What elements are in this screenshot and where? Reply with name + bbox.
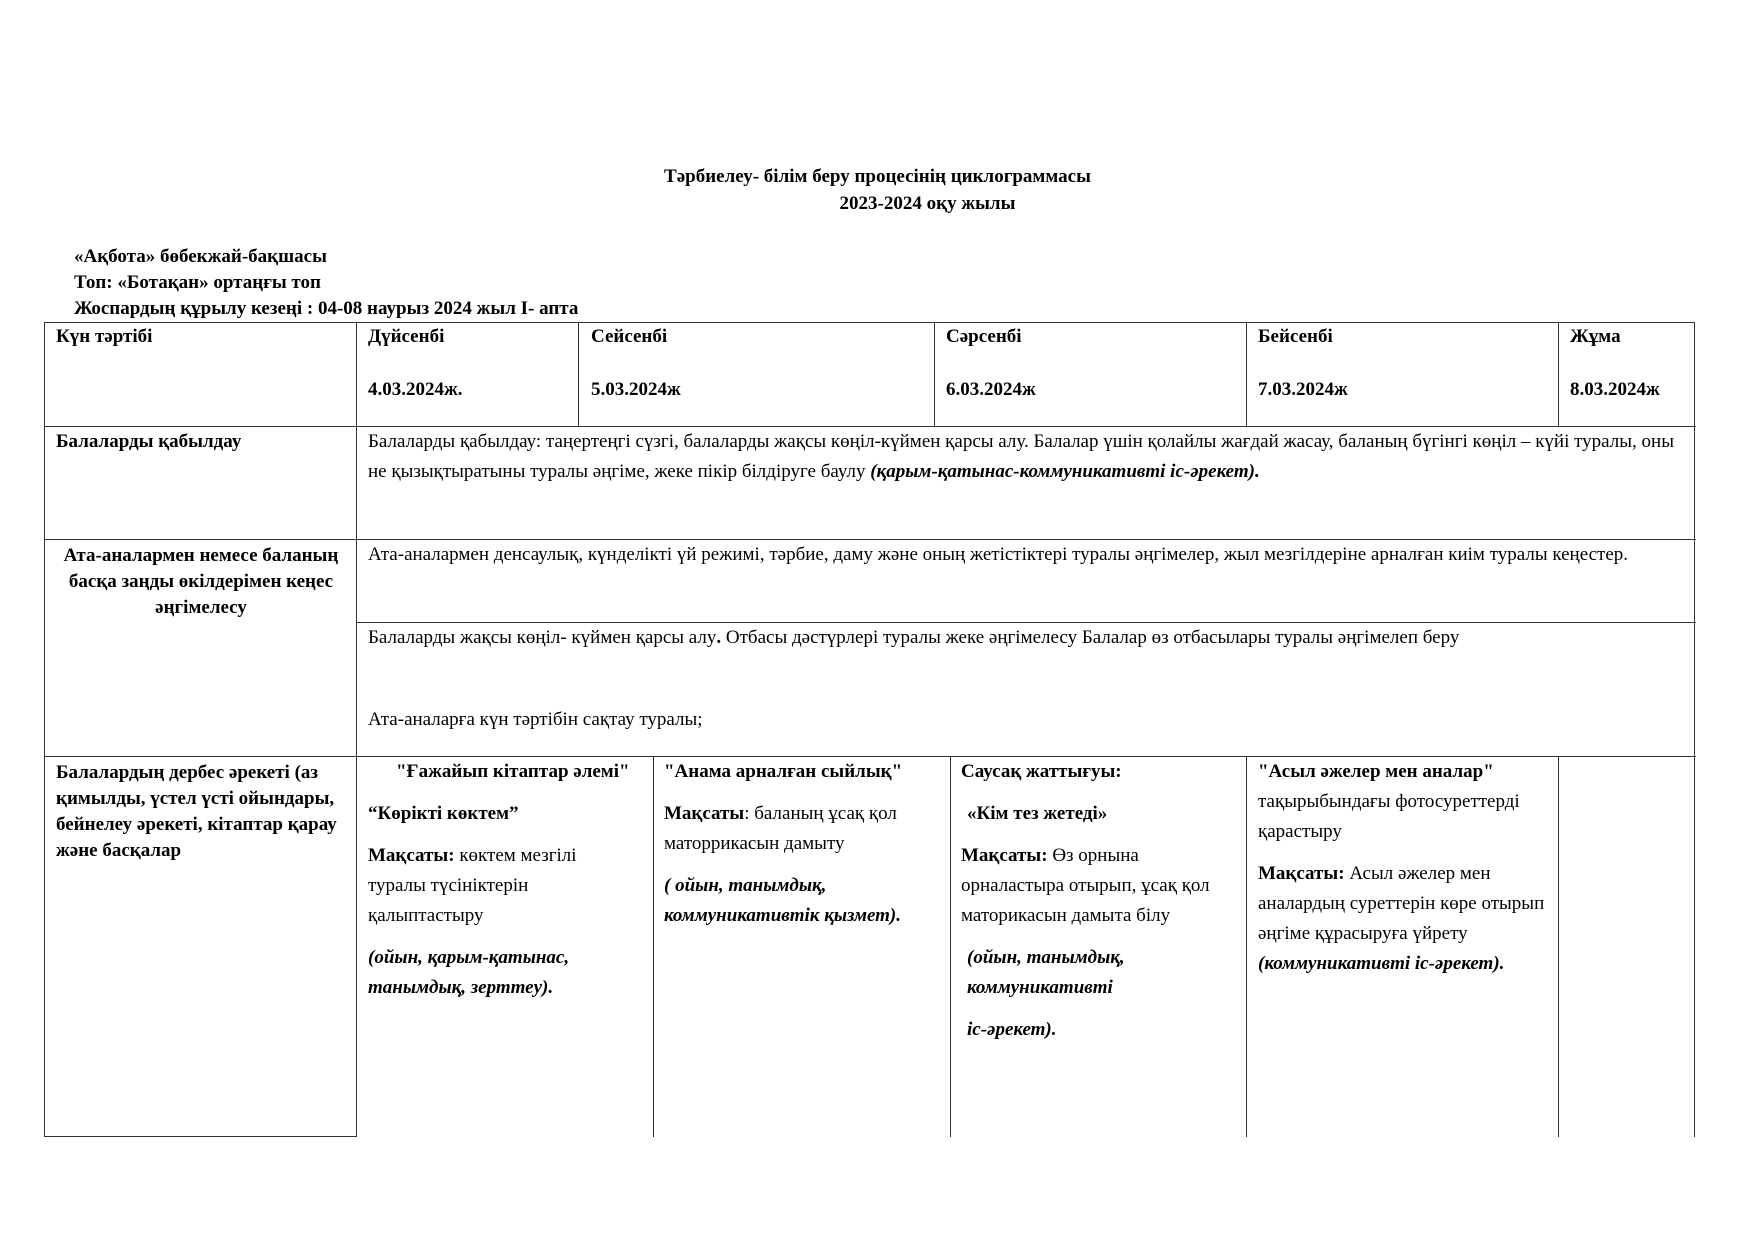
row-label-reception: Балаларды қабылдау (56, 431, 242, 452)
day-name: Дүйсенбі (368, 326, 445, 347)
activity-note: (коммуникативті іс-әрекет). (1258, 953, 1505, 974)
activity-subtitle: “Көрікті көктем” (368, 803, 519, 824)
day-header-friday (1570, 322, 1660, 405)
activity-goal (961, 841, 1231, 931)
activity-thursday (1258, 757, 1548, 979)
reception-text (368, 427, 1686, 487)
day-name: Сейсенбі (591, 326, 668, 347)
activity-goal (368, 841, 638, 931)
goal-label: Мақсаты: (368, 845, 455, 866)
activity-title-rest: тақырыбындағы фотосуреттерді қарастыру (1258, 791, 1520, 842)
goal-text: көктем мезгілі туралы түсініктерін қалыптастыру (368, 845, 577, 926)
activity-monday (368, 757, 638, 1003)
day-header-thursday (1258, 322, 1348, 405)
goal-text: Асыл әжелер мен аналардың суреттерін көре отырып әңгіме құрасыруға үйрету (1258, 863, 1545, 944)
activity-note: (ойын, қарым-қатынас, танымдық, зерттеу). (368, 947, 570, 998)
family-traditions-text: Отбасы дәстүрлері туралы жеке әңгімелесу Балалар өз отбасылары туралы әңгімелеп беру (721, 627, 1460, 648)
day-name: Бейсенбі (1258, 326, 1333, 347)
activity-title (1258, 757, 1548, 847)
goal-text: Өз орнына орналастыра отырып, ұсақ қол маторикасын дамыта білу (961, 845, 1210, 926)
activity-title: "Анама арналған сыйлық" (664, 761, 903, 782)
greeting-text: Балаларды жақсы көңіл- күймен қарсы алу (368, 627, 717, 648)
row-label-parents: Ата-аналармен немесе баланың басқа заңды өкілдерімен кеңес әңгімелесу (63, 545, 339, 618)
parents-routine-text: Ата-аналарға күн тәртібін сақтау туралы; (368, 709, 703, 730)
activity-goal (1258, 859, 1548, 979)
day-name: Жұма (1570, 326, 1621, 347)
day-date: 5.03.2024ж (591, 379, 681, 400)
parents-consultation-text: Ата-аналармен денсаулық, күнделікті үй режимі, тәрбие, даму және оның жетістіктері туралы әңгімелер, жыл мезгілдеріне арналған киім туралы кеңестер. (368, 544, 1629, 565)
activity-subtitle: «Кім тез жетеді» (967, 803, 1108, 824)
day-header-wednesday (946, 322, 1036, 405)
activity-title-bold: "Асыл әжелер мен аналар" (1258, 761, 1494, 782)
goal-label: Мақсаты (664, 803, 745, 824)
activity-title: Саусақ жаттығуы: (961, 761, 1122, 782)
activity-note: ( ойын, танымдық, коммуникативтік қызмет). (664, 875, 901, 926)
period-mark: . (716, 627, 722, 648)
reception-description: Балаларды қабылдау: таңертеңгі сүзгі, балаларды жақсы көңіл-күймен қарсы алу. Балалар үшін қолайлы жағдай жасау, баланың бүгінгі көңіл – күйі туралы, оны не қызықтыратыны туралы әңгіме, жеке пікір білдіруге баулу (368, 431, 1674, 482)
academic-year: 2023-2024 оқу жылы (839, 193, 1016, 214)
activity-wednesday (961, 757, 1231, 1045)
kindergarten-name: «Ақбота» бөбекжай-бақшасы (74, 246, 327, 267)
day-name: Сәрсенбі (946, 326, 1022, 347)
activity-goal (664, 799, 940, 859)
activity-tuesday (664, 757, 940, 931)
goal-label: Мақсаты: (1258, 863, 1345, 884)
row-label-independent-activity: Балалардың дербес әрекеті (аз қимылды, үстел үсті ойындары, бейнелеу әрекеті, кітаптар қарау және басқалар (56, 762, 337, 861)
day-header-monday (368, 322, 463, 405)
day-date: 4.03.2024ж. (368, 379, 463, 400)
schedule-column-header: Күн тәртібі (56, 326, 153, 347)
goal-text: : баланың ұсақ қол маторрикасын дамыту (664, 803, 897, 854)
day-date: 7.03.2024ж (1258, 379, 1348, 400)
day-date: 6.03.2024ж (946, 379, 1036, 400)
reception-activity-note: (қарым-қатынас-коммуникативті іс-әрекет). (870, 461, 1260, 482)
goal-label: Мақсаты: (961, 845, 1048, 866)
group-name: Топ: «Ботақан» ортаңғы топ (74, 272, 321, 293)
parents-meeting-text (368, 623, 1686, 653)
page-title: Тәрбиелеу- білім беру процесінің циклограммасы (664, 166, 1091, 187)
day-date: 8.03.2024ж (1570, 379, 1660, 400)
activity-note-continued: іс-әрекет). (967, 1019, 1057, 1040)
table-header-row (44, 322, 1695, 427)
plan-period: Жоспардың құрылу кезеңі : 04-08 наурыз 2024 жыл I- апта (74, 298, 579, 319)
day-header-tuesday (591, 322, 681, 405)
activity-title: "Ғажайып кітаптар әлемі" (396, 761, 630, 782)
activity-note: (ойын, танымдық, коммуникативті (967, 947, 1125, 998)
